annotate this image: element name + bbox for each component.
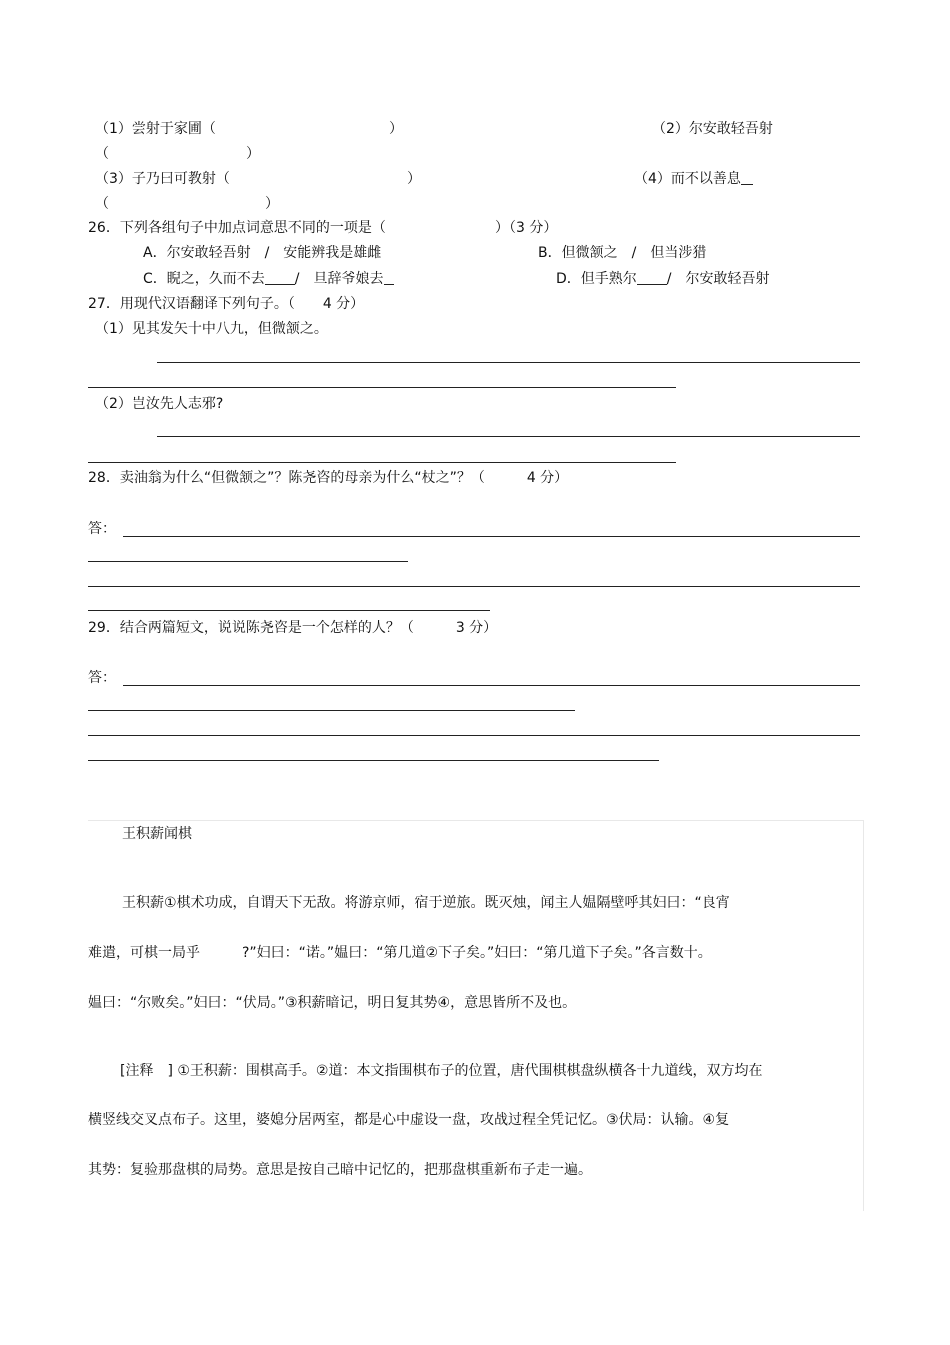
q25-item-3-num: （3）	[95, 171, 132, 187]
passage-line: 王积薪①棋术功成，自谓天下无敌。将游京师，宿于逆旅。既灭烛，闻主人媪隔壁呼其妇曰：“良宵	[122, 895, 730, 911]
answer-line[interactable]	[157, 362, 860, 363]
passage-title: 王积薪闻棋	[122, 826, 192, 842]
q25-item-1-num: （1）	[95, 121, 132, 137]
q26-option-d	[556, 270, 770, 288]
q25-item-4	[634, 170, 753, 188]
q28-stem: 28．卖油翁为什么“但微颔之”？陈尧咨的母亲为什么“杖之”？（ 4 分）	[88, 470, 569, 486]
q27-sentence-1: （1）见其发矢十中八九，但微颔之。	[95, 321, 328, 337]
q25-item-2	[652, 120, 773, 138]
answer-line[interactable]	[88, 586, 860, 587]
q25-item-4-text: 而不以善息	[670, 171, 741, 187]
q26-option-d-part2: / 尔安敢轻吾射	[666, 271, 770, 287]
q26-option-b: B．但微颔之 / 但当涉猎	[538, 245, 707, 261]
answer-line[interactable]	[88, 462, 676, 463]
q25-item-3	[95, 170, 230, 188]
answer-line[interactable]	[88, 387, 676, 388]
q26-option-d-blank	[637, 270, 667, 285]
q25-item-1	[95, 120, 216, 138]
q25-item-2-text: 尔安敢轻吾射	[688, 121, 773, 137]
answer-line[interactable]	[88, 710, 575, 711]
q25-item-2-paren-open: （	[95, 146, 109, 162]
passage-frame	[88, 820, 864, 1211]
q26-option-a: A．尔安敢轻吾射 / 安能辨我是雄雌	[143, 245, 382, 261]
q25-item-1-close: ）	[389, 121, 403, 137]
answer-line[interactable]	[88, 735, 860, 736]
q25-item-4-num: （4）	[634, 171, 671, 187]
q26-option-c-blank-2	[384, 270, 394, 285]
q26-option-d-part1: D．但手熟尔	[556, 271, 637, 287]
q25-item-4-paren-open: （	[95, 196, 109, 212]
q25-item-2-paren-close: ）	[246, 146, 260, 162]
passage-line: 媪曰：“尔败矣。”妇曰：“伏局。”③积薪暗记，明日复其势④，意思皆所不及也。	[88, 995, 577, 1011]
q25-item-4-blank	[741, 170, 753, 185]
q28-answer-label: 答：	[88, 521, 116, 537]
q25-item-2-num: （2）	[652, 121, 689, 137]
q26-option-c-blank	[265, 270, 295, 285]
answer-line[interactable]	[123, 685, 860, 686]
note-line: 其势：复验那盘棋的局势。意思是按自己暗中记忆的，把那盘棋重新布子走一遍。	[88, 1162, 592, 1178]
answer-line[interactable]	[88, 610, 490, 611]
q27-sentence-2: （2）岂汝先人志邪?	[95, 396, 224, 412]
note-line: [注释 ] ①王积薪：围棋高手。②道：本文指围棋布子的位置，唐代围棋棋盘纵横各十九道线，双方均在	[120, 1063, 763, 1079]
q25-item-4-paren-close: ）	[265, 196, 279, 212]
answer-line[interactable]	[123, 536, 860, 537]
q26-stem: 26．下列各组句子中加点词意思不同的一项是（	[88, 220, 386, 236]
note-line: 横竖线交叉点布子。这里，婆媳分居两室，都是心中虚设一盘，攻战过程全凭记忆。③伏局：认输。④复	[88, 1112, 730, 1128]
q26-option-c-part1: C．睨之，久而不去	[143, 271, 265, 287]
q26-option-c-part2: / 旦辞爷娘去	[294, 271, 384, 287]
passage-line: 难遣，可棋一局乎 ?”妇曰：“诺。”媪曰：“第几道②下子矣。”妇曰：“第几道下子矣。”各言数十。	[88, 945, 712, 961]
q29-stem: 29．结合两篇短文，说说陈尧咨是一个怎样的人？（ 3 分）	[88, 620, 498, 636]
q26-stem-close: ）（3 分）	[495, 220, 558, 236]
q29-answer-label: 答：	[88, 670, 116, 686]
answer-line[interactable]	[88, 760, 659, 761]
q25-item-3-close: ）	[407, 171, 421, 187]
q25-item-1-text: 尝射于家圃（	[131, 121, 216, 137]
q27-stem: 27．用现代汉语翻译下列句子。（ 4 分）	[88, 296, 365, 312]
answer-line[interactable]	[157, 436, 860, 437]
answer-line[interactable]	[88, 561, 408, 562]
q26-option-c	[143, 270, 394, 288]
q25-item-3-text: 子乃曰可教射（	[131, 171, 230, 187]
